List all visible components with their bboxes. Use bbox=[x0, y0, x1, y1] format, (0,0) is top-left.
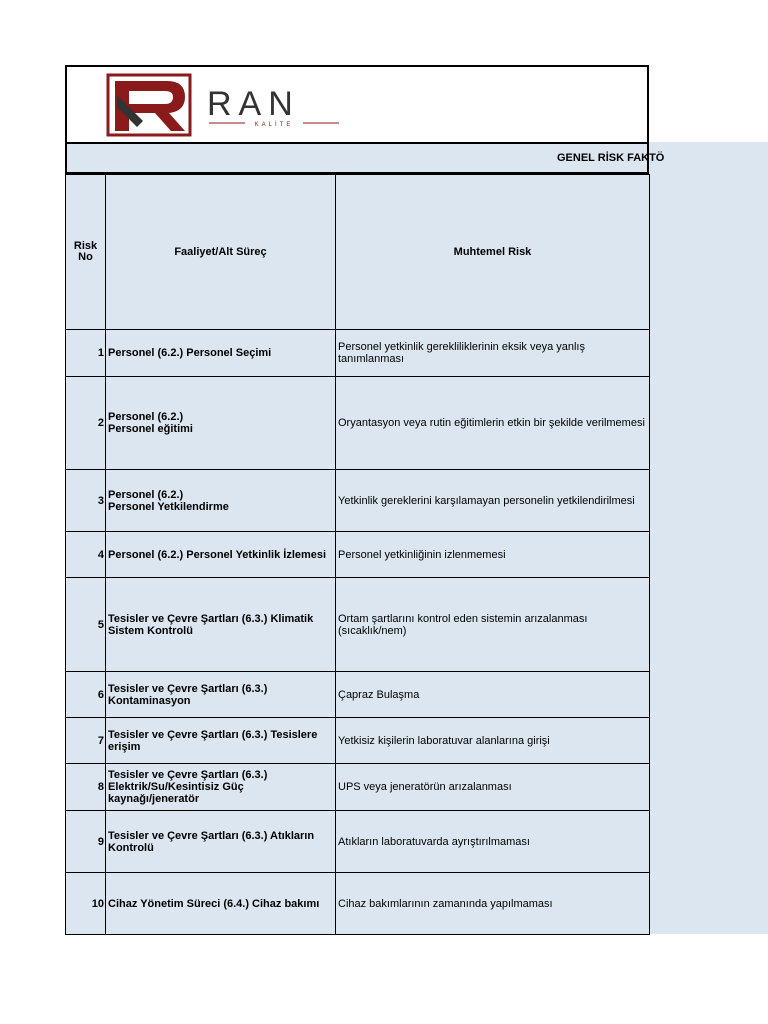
row-activity: Tesisler ve Çevre Şartları (6.3.) Klimatik Sistem Kontrolü bbox=[106, 578, 336, 672]
row-risk: Ortam şartlarını kontrol eden sistemin arızalanması (sıcaklık/nem) bbox=[336, 578, 650, 672]
row-risk: Çapraz Bulaşma bbox=[336, 672, 650, 718]
row-risk-no: 5 bbox=[66, 578, 106, 672]
row-activity: Personel (6.2.) Personel Yetkilendirme bbox=[106, 470, 336, 532]
company-logo bbox=[107, 73, 347, 137]
row-risk: Atıkların laboratuvarda ayrıştırılmaması bbox=[336, 811, 650, 873]
row-risk: Personel yetkinliğinin izlenmemesi bbox=[336, 532, 650, 578]
table-row bbox=[66, 873, 650, 935]
row-activity: Personel (6.2.) Personel Yetkinlik İzlemesi bbox=[106, 532, 336, 578]
table-body bbox=[66, 330, 650, 935]
row-risk-no: 4 bbox=[66, 532, 106, 578]
row-activity: Tesisler ve Çevre Şartları (6.3.) Tesislere erişim bbox=[106, 718, 336, 764]
logo-brand: RAN bbox=[207, 85, 300, 123]
table-row bbox=[66, 811, 650, 873]
row-risk-no: 2 bbox=[66, 377, 106, 470]
table-row bbox=[66, 718, 650, 764]
row-activity: Tesisler ve Çevre Şartları (6.3.) Elektrik/Su/Kesintisiz Güç kaynağı/jeneratör bbox=[106, 764, 336, 811]
row-risk: Yetkinlik gereklerini karşılamayan personelin yetkilendirilmesi bbox=[336, 470, 650, 532]
table-row bbox=[66, 532, 650, 578]
risk-table bbox=[65, 174, 650, 935]
table-row bbox=[66, 377, 650, 470]
row-risk: Cihaz bakımlarının zamanında yapılmaması bbox=[336, 873, 650, 935]
row-risk-no: 9 bbox=[66, 811, 106, 873]
row-activity: Cihaz Yönetim Süreci (6.4.) Cihaz bakımı bbox=[106, 873, 336, 935]
table-row bbox=[66, 578, 650, 672]
row-risk-no: 6 bbox=[66, 672, 106, 718]
row-activity: Personel (6.2.) Personel eğitimi bbox=[106, 377, 336, 470]
table-row bbox=[66, 764, 650, 811]
background-fill bbox=[648, 142, 768, 934]
header-risk: Muhtemel Risk bbox=[336, 175, 650, 330]
table-header-row bbox=[66, 175, 650, 330]
row-risk: Oryantasyon veya rutin eğitimlerin etkin bir şekilde verilmemesi bbox=[336, 377, 650, 470]
row-risk-no: 3 bbox=[66, 470, 106, 532]
title-bar bbox=[65, 142, 665, 174]
row-activity: Tesisler ve Çevre Şartları (6.3.) Kontaminasyon bbox=[106, 672, 336, 718]
row-risk: Yetkisiz kişilerin laboratuvar alanlarına girişi bbox=[336, 718, 650, 764]
table-row bbox=[66, 330, 650, 377]
row-risk-no: 8 bbox=[66, 764, 106, 811]
logo-tagline: KALİTE bbox=[254, 122, 294, 128]
row-activity: Tesisler ve Çevre Şartları (6.3.) Atıkların Kontrolü bbox=[106, 811, 336, 873]
table-row bbox=[66, 672, 650, 718]
sheet-header bbox=[65, 65, 649, 142]
header-risk-no: Risk No bbox=[66, 175, 106, 330]
row-risk-no: 7 bbox=[66, 718, 106, 764]
row-risk: UPS veya jeneratörün arızalanması bbox=[336, 764, 650, 811]
sheet-title: GENEL RİSK FAKTÖ bbox=[557, 152, 665, 164]
row-risk-no: 1 bbox=[66, 330, 106, 377]
table-row bbox=[66, 470, 650, 532]
row-risk: Personel yetkinlik gerekliliklerinin eksik veya yanlış tanımlanması bbox=[336, 330, 650, 377]
header-activity: Faaliyet/Alt Süreç bbox=[106, 175, 336, 330]
row-activity: Personel (6.2.) Personel Seçimi bbox=[106, 330, 336, 377]
risk-sheet bbox=[65, 65, 665, 935]
row-risk-no: 10 bbox=[66, 873, 106, 935]
